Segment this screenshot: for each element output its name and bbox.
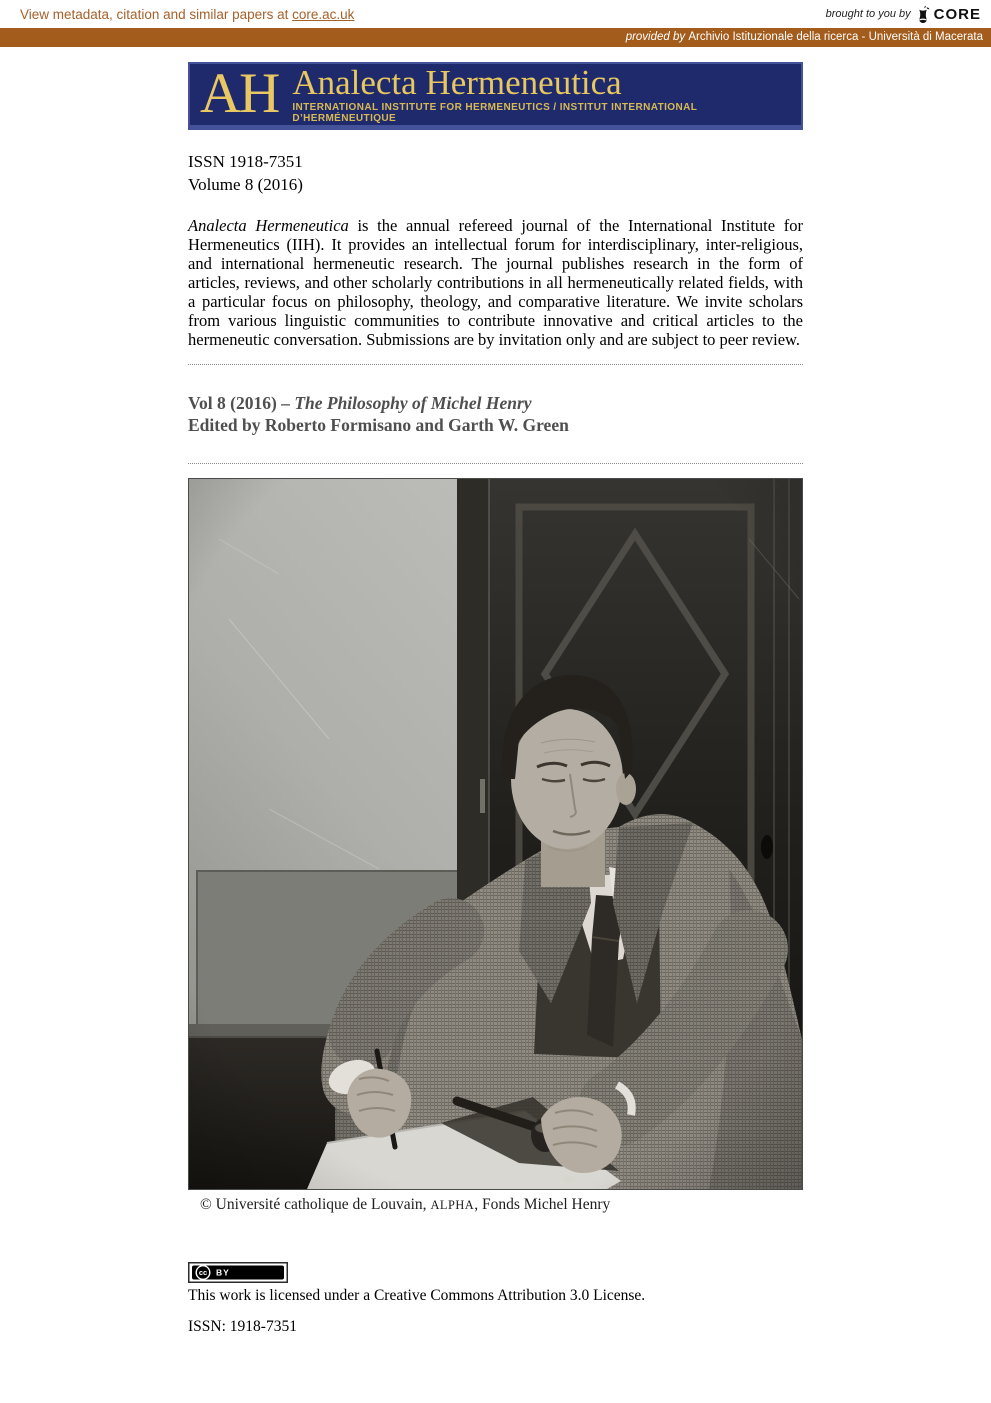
core-topbar [0, 0, 991, 28]
metadata-notice [20, 7, 354, 22]
michel-henry-photo-illustration [189, 479, 802, 1189]
cc-by-label: BY [216, 1267, 230, 1278]
issue-title-italic: The Philosophy of Michel Henry [294, 393, 532, 413]
journal-banner [188, 62, 803, 130]
license-block [188, 1262, 803, 1336]
core-branding [826, 5, 981, 24]
photo-caption [200, 1195, 803, 1215]
volume-line: Volume 8 (2016) [188, 175, 303, 194]
provider-bar [0, 28, 991, 47]
document-body [188, 62, 803, 1336]
issue-heading [188, 392, 803, 436]
issn-footer: ISSN: 1918-7351 [188, 1318, 297, 1335]
provided-by-label: provided by [625, 31, 689, 43]
issue-editors-line: Edited by Roberto Formisano and Garth W. Green [188, 415, 569, 435]
journal-monogram: AH [200, 62, 279, 125]
photo-figure [188, 478, 803, 1215]
photo-caption-alpha: ALPHA [430, 1198, 475, 1212]
cc-by-badge-icon [188, 1262, 288, 1283]
journal-description [188, 216, 803, 349]
divider-bottom [188, 463, 803, 464]
metadata-notice-text: View metadata, citation and similar papers at [20, 6, 293, 22]
core-logo[interactable] [916, 5, 981, 24]
brought-to-you-by-label: brought to you by [825, 8, 911, 20]
apple-core-icon [916, 5, 932, 24]
core-wordmark: CORE [933, 5, 981, 23]
journal-subtitle: INTERNATIONAL INSTITUTE FOR HERMENEUTICS / INSTITUT INTERNATIONAL D’HERMÉNEUTIQUE [292, 102, 698, 124]
journal-title: Analecta Hermeneutica [292, 63, 622, 102]
masthead [188, 150, 803, 196]
journal-name-italic: Analecta Hermeneutica [188, 216, 349, 235]
divider-top [188, 364, 803, 365]
issue-title-line [188, 392, 803, 414]
journal-description-body: is the annual refereed journal of the International Institute for Hermeneutics (IIH). It provides an intellectual forum for interdisciplinary, inter-religious, and international hermeneutic research. The journal publishes research in the form of articles, reviews, and other scholarly contributions in all hermeneutically related fields, with a particular focus on philosophy, theology, and comparative literature. We invite scholars from various linguistic communities to contribute innovative and critical articles to the hermeneutic conversation. Submissions are by invitation only and are subject to peer review. [188, 216, 803, 349]
cc-glyph: cc [198, 1268, 208, 1277]
photo-caption-post: , Fonds Michel Henry [474, 1196, 611, 1213]
cc-by-badge[interactable] [188, 1262, 288, 1283]
issue-volume-prefix: Vol 8 (2016) – [188, 393, 295, 413]
issn-line: ISSN 1918-7351 [188, 152, 303, 171]
core-link[interactable]: core.ac.uk [292, 6, 355, 22]
michel-henry-photo [188, 478, 803, 1190]
provider-name: Archivio Istituzionale della ricerca - Università di Macerata [688, 31, 983, 43]
license-text: This work is licensed under a Creative Commons Attribution 3.0 License. [188, 1287, 646, 1304]
photo-caption-pre: © Université catholique de Louvain, [200, 1196, 431, 1213]
journal-banner-text [292, 65, 801, 124]
